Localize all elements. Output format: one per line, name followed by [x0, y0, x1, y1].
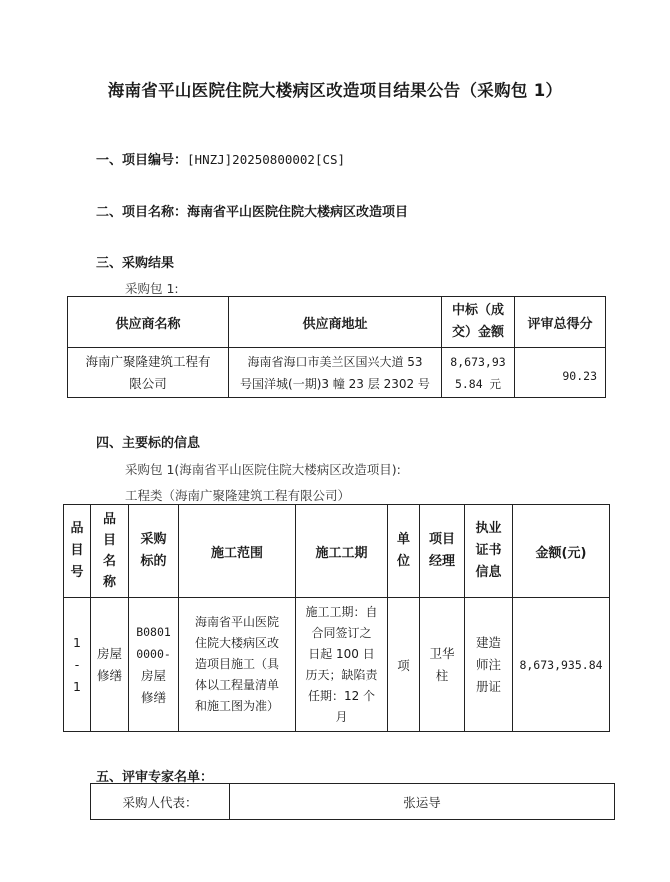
item-name-line: 修缮: [96, 667, 122, 683]
target-table-header: [64, 505, 610, 598]
result-table-header: [68, 297, 606, 348]
supplier-name-line: 海南广聚隆建筑工程有: [85, 353, 211, 369]
period-cell: [296, 598, 388, 732]
header-amount-line: 交）金额: [451, 325, 504, 340]
page-title: 海南省平山医院住院大楼病区改造项目结果公告（采购包 1）: [107, 81, 563, 100]
header-char: 单: [396, 532, 410, 547]
section-main-target: 四、主要标的信息: [96, 436, 201, 451]
header-amount: [442, 297, 515, 348]
header-char: 品: [102, 512, 116, 527]
period-line: 施工工期：自: [305, 604, 378, 619]
project-number-row: [96, 149, 345, 168]
scope-line: 和施工图为准）: [194, 699, 279, 713]
period-line: 月: [335, 709, 348, 724]
manager-cell: [420, 598, 465, 732]
project-name-label: 二、项目名称：: [96, 205, 188, 220]
header-char: 称: [102, 575, 116, 590]
header-unit: [388, 505, 420, 598]
item-no-part: 1: [73, 678, 81, 694]
manager-line: 柱: [435, 667, 449, 683]
scope-line: 海南省平山医院: [194, 615, 279, 629]
header-period: 施工工期: [296, 505, 388, 598]
category-line: 工程类（海南广聚隆建筑工程有限公司）: [125, 488, 351, 503]
project-name-value: 海南省平山医院住院大楼病区改造项目: [187, 205, 409, 220]
scope-cell: [179, 598, 296, 732]
supplier-name-cell: [68, 348, 229, 398]
scope-line: 体以工程量清单: [194, 678, 279, 692]
project-name-row: [96, 201, 408, 220]
header-line: 经理: [428, 554, 455, 569]
header-amount: 金额(元): [513, 505, 610, 598]
header-line: 项目: [428, 532, 455, 547]
rep-label-cell: 采购人代表：: [91, 784, 230, 820]
target-table: [63, 504, 610, 732]
result-table: [67, 296, 606, 398]
header-char: 目: [102, 533, 116, 548]
table-row: [68, 348, 606, 398]
supplier-address-line: 号国洋城(一期)3 幢 23 层 2302 号: [240, 376, 430, 391]
header-line: 执业: [475, 521, 502, 536]
amount-cell: 8,673,935.84: [513, 598, 610, 732]
period-line: 历天；缺陷责: [305, 667, 378, 682]
header-scope: 施工范围: [179, 505, 296, 598]
manager-line: 卫华: [429, 645, 455, 661]
header-amount-line: 中标（成: [451, 303, 504, 318]
period-line: 合同签订之: [311, 625, 372, 640]
target-line: 修缮: [140, 689, 166, 705]
scope-line: 住院大楼病区改: [194, 636, 279, 650]
header-char: 品: [70, 521, 84, 536]
header-char: 号: [70, 565, 84, 580]
period-line: 任期：12 个: [307, 688, 376, 703]
header-char: 名: [102, 554, 116, 569]
supplier-name-line: 限公司: [129, 375, 167, 391]
section-procurement-result: 三、采购结果: [96, 256, 175, 271]
header-manager: [420, 505, 465, 598]
unit-cell: 项: [388, 598, 420, 732]
item-no-part: 1: [73, 634, 81, 650]
rep-name-cell: 张运导: [230, 784, 615, 820]
license-cell: [465, 598, 513, 732]
target-line: 房屋: [140, 667, 166, 683]
target-cell: [129, 598, 179, 732]
item-name-line: 房屋: [96, 645, 122, 661]
header-item-no: [64, 505, 91, 598]
license-line: 册证: [475, 678, 501, 694]
score-cell: 90.23: [515, 348, 606, 398]
supplier-address-cell: [229, 348, 442, 398]
header-char: 目: [70, 543, 84, 558]
item-no-cell: [64, 598, 91, 732]
bid-amount-line: 8,673,93: [450, 354, 506, 369]
license-line: 建造: [475, 634, 501, 650]
scope-line: 造项目施工（具: [194, 657, 279, 671]
target-line: 0000-: [136, 646, 171, 661]
header-line: 信息: [475, 565, 502, 580]
package-line: 采购包 1(海南省平山医院住院大楼病区改造项目):: [125, 462, 401, 477]
project-number-label: 一、项目编号：: [96, 153, 188, 168]
item-name-cell: [91, 598, 129, 732]
project-number-value: [HNZJ]20250800002[CS]: [187, 152, 346, 167]
header-score: 评审总得分: [515, 297, 606, 348]
header-line: 采购: [140, 532, 167, 547]
package-label: 采购包 1:: [125, 281, 179, 296]
header-license: [465, 505, 513, 598]
table-row: [91, 784, 615, 820]
header-char: 位: [396, 554, 410, 569]
license-line: 师注: [475, 656, 501, 672]
period-line: 日起 100 日: [308, 646, 375, 661]
header-line: 证书: [475, 543, 502, 558]
header-line: 标的: [140, 554, 167, 569]
table-row: [64, 598, 610, 732]
item-no-part: -: [74, 656, 80, 672]
section-expert-list: 五、评审专家名单：: [96, 770, 214, 785]
header-item-name: [91, 505, 129, 598]
header-address: 供应商地址: [229, 297, 442, 348]
target-line: B0801: [136, 624, 171, 639]
header-target: [129, 505, 179, 598]
supplier-address-line: 海南省海口市美兰区国兴大道 53: [247, 354, 423, 369]
header-supplier: 供应商名称: [68, 297, 229, 348]
expert-table: [90, 783, 615, 820]
bid-amount-line: 5.84 元: [454, 376, 502, 391]
bid-amount-cell: [442, 348, 515, 398]
